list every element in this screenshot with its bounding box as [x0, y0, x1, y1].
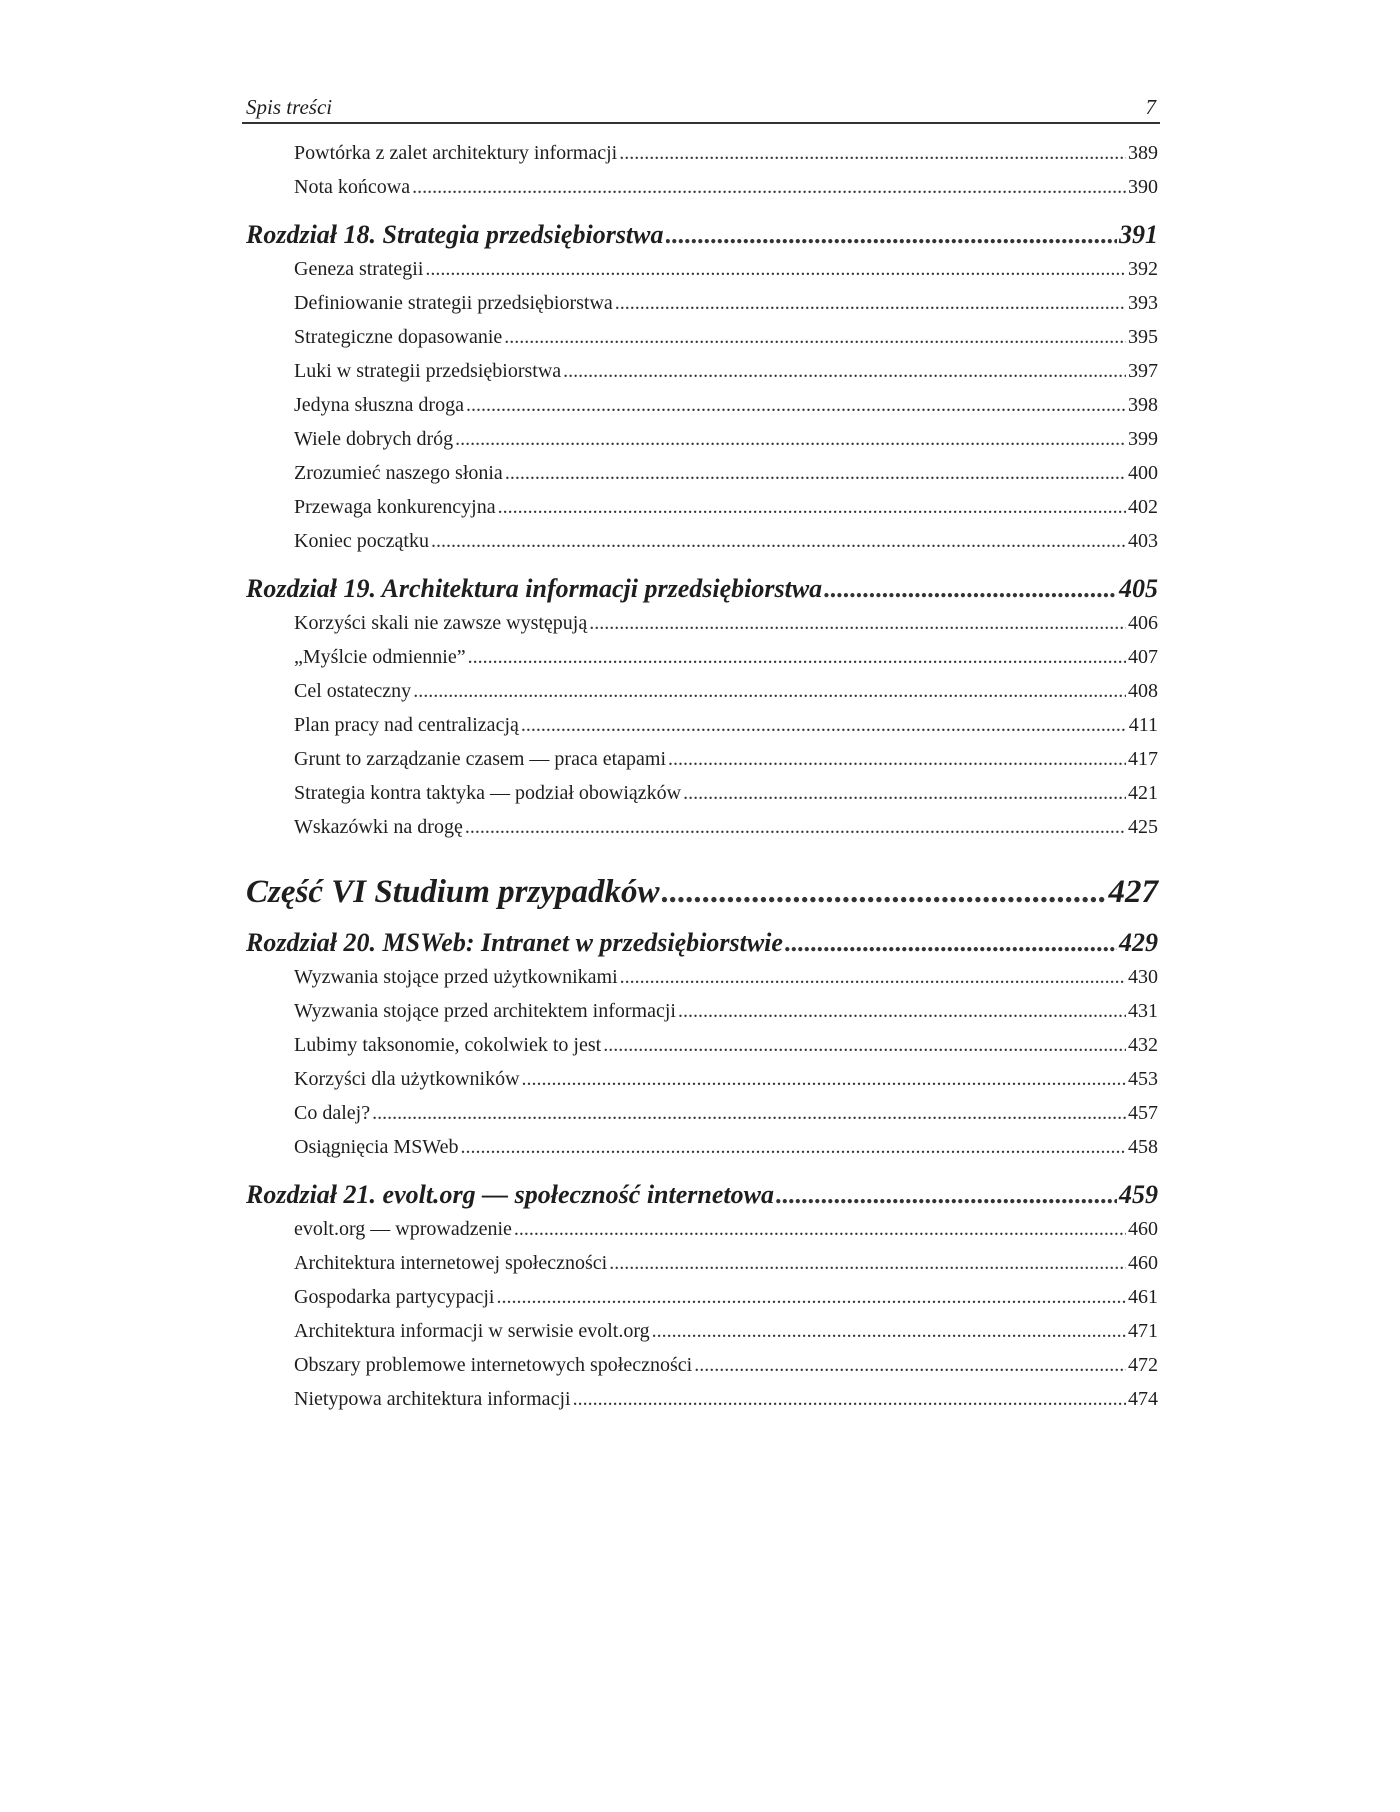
- toc-entry: [242, 960, 1160, 994]
- toc-entry: [242, 286, 1160, 320]
- table-of-contents: [242, 136, 1160, 1416]
- toc-entry: [242, 1314, 1160, 1348]
- toc-page-number: 406: [1128, 612, 1158, 634]
- toc-entry-title: Grunt to zarządzanie czasem — praca etapami: [294, 748, 667, 770]
- toc-part-title: Część VI Studium przypadków: [246, 874, 660, 910]
- toc-page-number: 421: [1128, 782, 1158, 804]
- toc-entry-title: evolt.org — wprowadzenie: [294, 1218, 512, 1240]
- toc-entry: [242, 388, 1160, 422]
- toc-page-number: 471: [1128, 1320, 1158, 1342]
- toc-page-number: 392: [1128, 258, 1158, 280]
- dot-leader: [694, 1348, 1126, 1382]
- toc-entry-title: Definiowanie strategii przedsiębiorstwa: [294, 292, 613, 314]
- toc-page-number: 427: [1108, 874, 1158, 910]
- toc-page-number: 398: [1128, 394, 1158, 416]
- dot-leader: [683, 776, 1126, 810]
- toc-page-number: 400: [1128, 462, 1158, 484]
- toc-entry: [242, 456, 1160, 490]
- toc-page-number: 429: [1119, 928, 1158, 957]
- toc-entry: [242, 252, 1160, 286]
- toc-entry-title: Wyzwania stojące przed architektem informacji: [294, 1000, 676, 1022]
- toc-entry-title: Osiągnięcia MSWeb: [294, 1136, 459, 1158]
- toc-entry: [242, 1028, 1160, 1062]
- toc-entry-title: Gospodarka partycypacji: [294, 1286, 495, 1308]
- toc-entry-title: Powtórka z zalet architektury informacji: [294, 142, 618, 164]
- toc-chapter-title: Rozdział 19. Architektura informacji przedsiębiorstwa: [246, 574, 823, 603]
- toc-page-number: 399: [1128, 428, 1158, 450]
- toc-entry-title: Zrozumieć naszego słonia: [294, 462, 503, 484]
- toc-page-number: 472: [1128, 1354, 1158, 1376]
- dot-leader: [573, 1382, 1126, 1416]
- dot-leader: [431, 524, 1126, 558]
- toc-entry-title: Luki w strategii przedsiębiorstwa: [294, 360, 562, 382]
- toc-chapter: [242, 572, 1160, 606]
- dot-leader: [505, 456, 1126, 490]
- toc-page-number: 402: [1128, 496, 1158, 518]
- dot-leader: [455, 422, 1126, 456]
- toc-chapter: [242, 1178, 1160, 1212]
- dot-leader: [504, 320, 1126, 354]
- toc-entry: [242, 1382, 1160, 1416]
- dot-leader: [466, 388, 1126, 422]
- toc-page-number: 405: [1119, 574, 1158, 603]
- toc-entry: [242, 136, 1160, 170]
- toc-entry-title: Wiele dobrych dróg: [294, 428, 454, 450]
- toc-entry: [242, 1280, 1160, 1314]
- dot-leader: [563, 354, 1126, 388]
- dot-leader: [776, 1178, 1117, 1212]
- toc-page-number: 393: [1128, 292, 1158, 314]
- toc-page-number: 417: [1128, 748, 1158, 770]
- toc-entry: [242, 640, 1160, 674]
- toc-entry: [242, 490, 1160, 524]
- dot-leader: [678, 994, 1126, 1028]
- toc-page-number: 390: [1128, 176, 1158, 198]
- dot-leader: [425, 252, 1126, 286]
- toc-page-number: 389: [1128, 142, 1158, 164]
- toc-entry-title: Wskazówki na drogę: [294, 816, 463, 838]
- toc-entry-title: Lubimy taksonomie, cokolwiek to jest: [294, 1034, 602, 1056]
- toc-entry: [242, 422, 1160, 456]
- toc-page-number: 457: [1128, 1102, 1158, 1124]
- toc-page-number: 430: [1128, 966, 1158, 988]
- toc-entry: [242, 170, 1160, 204]
- toc-page-number: 474: [1128, 1388, 1158, 1410]
- dot-leader: [589, 606, 1126, 640]
- toc-page-number: 425: [1128, 816, 1158, 838]
- toc-page-number: 397: [1128, 360, 1158, 382]
- toc-entry: [242, 742, 1160, 776]
- toc-page-number: 461: [1128, 1286, 1158, 1308]
- toc-page-number: 453: [1128, 1068, 1158, 1090]
- toc-entry: [242, 1062, 1160, 1096]
- toc-page-number: 403: [1128, 530, 1158, 552]
- dot-leader: [666, 218, 1118, 252]
- dot-leader: [652, 1314, 1126, 1348]
- dot-leader: [522, 1062, 1126, 1096]
- toc-page-number: 407: [1128, 646, 1158, 668]
- toc-entry: [242, 1212, 1160, 1246]
- toc-entry: [242, 776, 1160, 810]
- dot-leader: [372, 1096, 1126, 1130]
- toc-entry-title: Strategiczne dopasowanie: [294, 326, 503, 348]
- dot-leader: [465, 810, 1126, 844]
- dot-leader: [668, 742, 1126, 776]
- toc-entry-title: Korzyści dla użytkowników: [294, 1068, 520, 1090]
- toc-chapter: [242, 218, 1160, 252]
- dot-leader: [468, 640, 1126, 674]
- running-header: [242, 96, 1160, 124]
- toc-entry-title: Obszary problemowe internetowych społeczności: [294, 1354, 693, 1376]
- toc-entry: [242, 1130, 1160, 1164]
- toc-page-number: 391: [1119, 220, 1158, 249]
- dot-leader: [413, 674, 1126, 708]
- dot-leader: [824, 572, 1117, 606]
- toc-page-number: 460: [1128, 1252, 1158, 1274]
- toc-part: [242, 872, 1160, 912]
- toc-entry: [242, 1348, 1160, 1382]
- toc-entry-title: Plan pracy nad centralizacją: [294, 714, 519, 736]
- toc-entry: [242, 320, 1160, 354]
- toc-entry: [242, 1096, 1160, 1130]
- dot-leader: [498, 490, 1126, 524]
- toc-entry-title: Architektura informacji w serwisie evolt.org: [294, 1320, 650, 1342]
- dot-leader: [496, 1280, 1126, 1314]
- toc-entry: [242, 674, 1160, 708]
- toc-chapter-title: Rozdział 20. MSWeb: Intranet w przedsiębiorstwie: [246, 928, 783, 957]
- toc-entry: [242, 994, 1160, 1028]
- toc-entry: [242, 606, 1160, 640]
- toc-entry: [242, 354, 1160, 388]
- toc-entry-title: Architektura internetowej społeczności: [294, 1252, 608, 1274]
- toc-chapter-title: Rozdział 18. Strategia przedsiębiorstwa: [246, 220, 664, 249]
- dot-leader: [785, 926, 1117, 960]
- toc-entry-title: Cel ostateczny: [294, 680, 412, 702]
- toc-page-number: 459: [1119, 1180, 1158, 1209]
- toc-entry: [242, 708, 1160, 742]
- toc-entry-title: Nietypowa architektura informacji: [294, 1388, 571, 1410]
- toc-page-number: 458: [1128, 1136, 1158, 1158]
- toc-page-number: 395: [1128, 326, 1158, 348]
- toc-entry-title: Nota końcowa: [294, 176, 411, 198]
- toc-entry-title: „Myślcie odmiennie”: [294, 646, 466, 668]
- toc-chapter-title: Rozdział 21. evolt.org — społeczność internetowa: [246, 1180, 774, 1209]
- toc-entry-title: Przewaga konkurencyjna: [294, 496, 496, 518]
- dot-leader: [615, 286, 1126, 320]
- toc-entry-title: Co dalej?: [294, 1102, 371, 1124]
- dot-leader: [619, 136, 1126, 170]
- dot-leader: [521, 708, 1127, 742]
- header-title: Spis treści: [246, 95, 333, 119]
- toc-page-number: 408: [1128, 680, 1158, 702]
- toc-entry-title: Jedyna słuszna droga: [294, 394, 464, 416]
- toc-page-number: 431: [1128, 1000, 1158, 1022]
- page-number: 7: [1145, 95, 1156, 119]
- toc-entry-title: Korzyści skali nie zawsze występują: [294, 612, 588, 634]
- toc-entry: [242, 810, 1160, 844]
- toc-entry-title: Wyzwania stojące przed użytkownikami: [294, 966, 618, 988]
- toc-page-number: 411: [1128, 714, 1158, 736]
- dot-leader: [460, 1130, 1126, 1164]
- toc-page-number: 460: [1128, 1218, 1158, 1240]
- toc-entry-title: Strategia kontra taktyka — podział obowiązków: [294, 782, 682, 804]
- dot-leader: [412, 170, 1126, 204]
- toc-entry-title: Geneza strategii: [294, 258, 424, 280]
- dot-leader: [603, 1028, 1126, 1062]
- dot-leader: [514, 1212, 1126, 1246]
- toc-entry: [242, 524, 1160, 558]
- dot-leader: [609, 1246, 1126, 1280]
- toc-entry: [242, 1246, 1160, 1280]
- page: [242, 96, 1160, 1416]
- toc-entry-title: Koniec początku: [294, 530, 429, 552]
- toc-chapter: [242, 926, 1160, 960]
- toc-page-number: 432: [1128, 1034, 1158, 1056]
- dot-leader: [620, 960, 1126, 994]
- dot-leader: [662, 872, 1107, 912]
